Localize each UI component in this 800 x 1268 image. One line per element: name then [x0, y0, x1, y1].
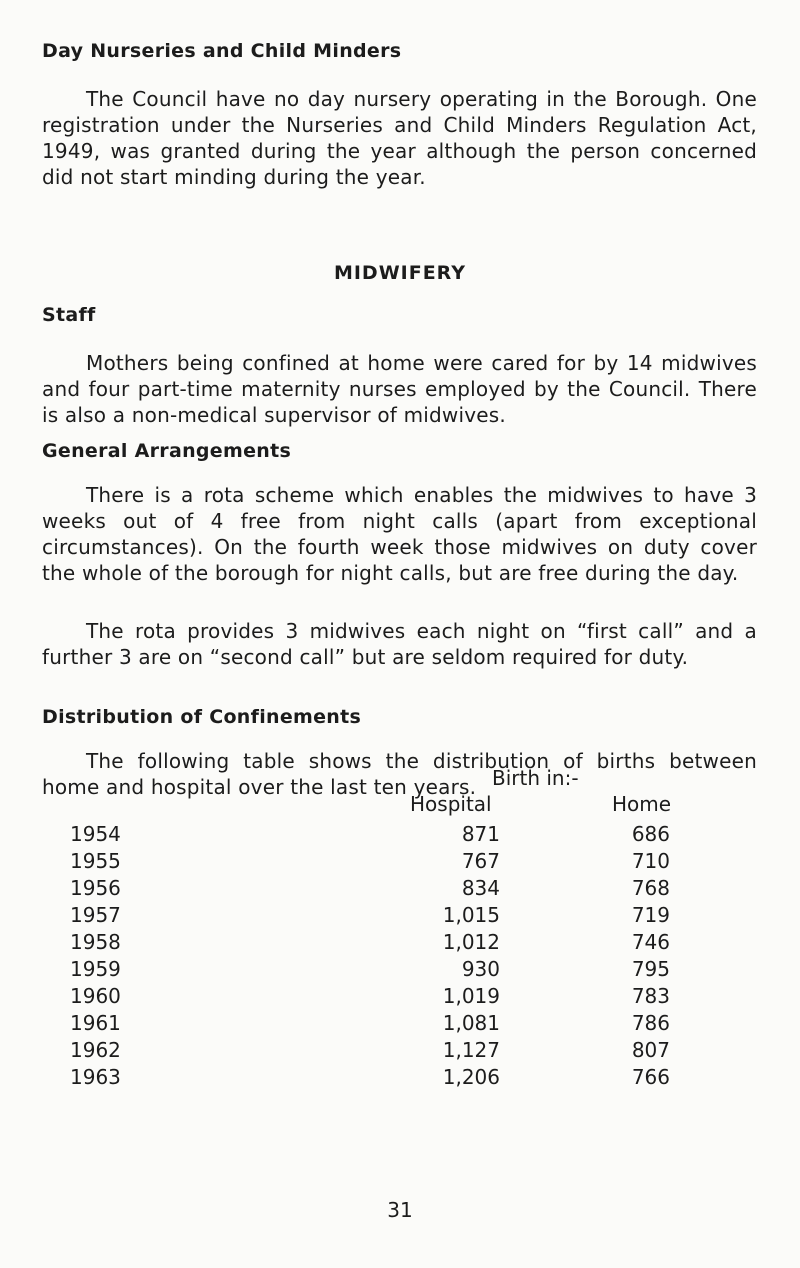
- year-cell: 1958: [70, 930, 121, 954]
- table-row: [70, 822, 670, 849]
- table-row: [70, 930, 670, 957]
- home-cell: 786: [631, 1011, 670, 1035]
- year-cell: 1954: [70, 822, 121, 846]
- distribution-paragraph: The following table shows the distribution of births between home and hospital over the last ten years.: [42, 749, 757, 799]
- table-row: [70, 849, 670, 876]
- hospital-cell: 1,127: [442, 1038, 500, 1062]
- table-row: [70, 1065, 670, 1092]
- births-table: [70, 822, 670, 1092]
- home-cell: 783: [631, 984, 670, 1008]
- staff-paragraph: Mothers being confined at home were cared for by 14 midwives and four part-time maternity nurses employed by the Council. There is also a non-medical supervisor of midwives.: [42, 351, 757, 427]
- hospital-cell: 1,012: [442, 930, 500, 954]
- nurseries-paragraph: The Council have no day nursery operating in the Borough. One registration under the Nurseries and Child Minders Regulation Act, 1949, was granted during the year although the person concerned did not start minding during the year.: [42, 87, 757, 189]
- nurseries-heading: Day Nurseries and Child Minders: [42, 40, 402, 62]
- table-row: [70, 957, 670, 984]
- home-cell: 807: [631, 1038, 670, 1062]
- home-cell: 768: [631, 876, 670, 900]
- table-row: [70, 1038, 670, 1065]
- year-cell: 1961: [70, 1011, 121, 1035]
- table-group-header: Birth in:-: [492, 766, 579, 790]
- year-cell: 1962: [70, 1038, 121, 1062]
- table-row: [70, 1011, 670, 1038]
- midwifery-title: MIDWIFERY: [333, 262, 467, 284]
- table-row: [70, 984, 670, 1011]
- year-cell: 1959: [70, 957, 121, 981]
- hospital-cell: 1,019: [442, 984, 500, 1008]
- year-cell: 1963: [70, 1065, 121, 1089]
- hospital-cell: 1,206: [442, 1065, 500, 1089]
- table-row: [70, 876, 670, 903]
- table-row: [70, 903, 670, 930]
- hospital-cell: 1,081: [442, 1011, 500, 1035]
- home-cell: 766: [631, 1065, 670, 1089]
- home-cell: 719: [631, 903, 670, 927]
- year-cell: 1955: [70, 849, 121, 873]
- year-cell: 1957: [70, 903, 121, 927]
- hospital-cell: 1,015: [442, 903, 500, 927]
- home-cell: 746: [631, 930, 670, 954]
- general-arrangements-paragraph-2: The rota provides 3 midwives each night on “first call” and a further 3 are on “second call” but are seldom required for duty.: [42, 619, 757, 669]
- hospital-cell: 834: [461, 876, 500, 900]
- table-header-hospital: Hospital: [410, 792, 492, 816]
- year-cell: 1956: [70, 876, 121, 900]
- staff-heading: Staff: [42, 304, 96, 326]
- year-cell: 1960: [70, 984, 121, 1008]
- distribution-heading: Distribution of Confinements: [42, 706, 362, 728]
- hospital-cell: 930: [461, 957, 500, 981]
- hospital-cell: 871: [461, 822, 500, 846]
- home-cell: 795: [631, 957, 670, 981]
- general-arrangements-heading: General Arrangements: [42, 440, 292, 462]
- page-number: 31: [387, 1198, 413, 1222]
- home-cell: 686: [631, 822, 670, 846]
- hospital-cell: 767: [461, 849, 500, 873]
- general-arrangements-paragraph-1: There is a rota scheme which enables the midwives to have 3 weeks out of 4 free from night calls (apart from exceptional circumstances). On the fourth week those midwives on duty cover the whole of the borough for night calls, but are free during the day.: [42, 483, 757, 585]
- table-header-home: Home: [612, 792, 672, 816]
- home-cell: 710: [631, 849, 670, 873]
